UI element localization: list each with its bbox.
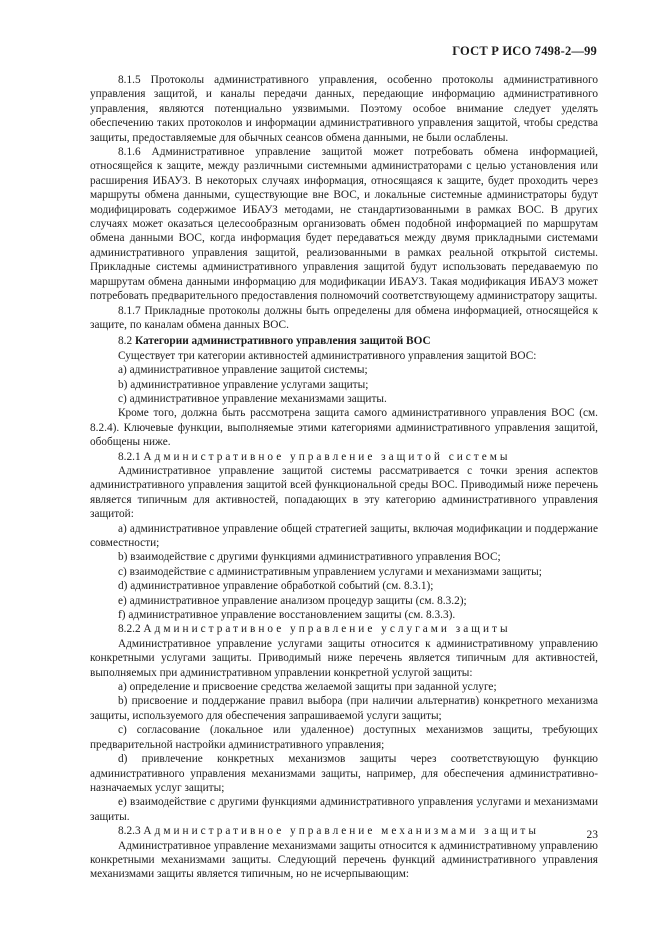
list-item: c) взаимодействие с административным управлением услугами и механизмами защиты; <box>118 565 542 578</box>
subsection-number: 8.2.2 <box>118 623 141 636</box>
section-heading <box>90 334 598 348</box>
paragraph: Административное управление защитой системы рассматривается с точки зрения аспектов административного управления защитой всей функциональной среды ВОС. Приводимый ниже перечень является типичным для активностей, попадающих в эту категорию административного управления защитой: <box>90 464 598 521</box>
subsection-title: Административное управление защитой системы <box>143 450 511 463</box>
list-item: d) административное управление обработкой событий (см. 8.3.1); <box>118 580 434 593</box>
list-item: c) согласование (локальное или удаленное) доступных механизмов защиты, требующих предварительной настройки административного управления; <box>90 724 598 751</box>
subsection-title: Административное управление механизмами защиты <box>143 825 539 838</box>
paragraph: Кроме того, должна быть рассмотрена защита самого административного управления ВОС (см. 8.2.4). Ключевые функции, выполняемые этими категориями административного управления защитой, обобщены ниже. <box>90 407 598 449</box>
list-item: e) административное управление анализом процедур защиты (см. 8.3.2); <box>118 594 467 607</box>
list-item: a) административное управление защитой системы; <box>118 364 368 377</box>
list-item: e) взаимодействие с другими функциями административного управления услугами и механизмами защиты. <box>90 796 598 823</box>
list-item: c) административное управление механизмами защиты. <box>118 392 387 405</box>
page-number: 23 <box>586 829 598 841</box>
paragraph: 8.1.6 Административное управление защитой может потребовать обмена информацией, относящейся к защите, между различными системными администраторами с целью установления или расширения ИБАУЗ. В некоторых случаях информация, относящаяся к защите, будет проходить через маршруты обмена данными, существующие вне ВОС, и локальные системные администраторы будут модифицировать содержимое ИБАУЗ методами, не стандартизованными в рамках ВОС. В других случаях может оказаться целесообразным организовать обмен подобной информацией по маршрутам обмена данными ВОС, когда информация будет передаваться между двумя прикладными системами административного управления защитой, реализованными в рамках реальной открытой системы. Прикладные системы административного управления защитой будут использовать передаваемую по маршрутам обмена данными информацию для модификации ИБАУЗ. Такая модификация ИБАУЗ может потребовать предварительного предоставления полномочий соответствующему администратору защиты. <box>90 146 598 303</box>
subsection-number: 8.2.3 <box>118 825 141 838</box>
subsection-heading <box>90 622 598 636</box>
subsection-title: Административное управление услугами защиты <box>143 623 511 636</box>
document-body <box>90 73 598 882</box>
section-title: Категории административного управления защитой ВОС <box>134 335 431 348</box>
paragraph: Существует три категории активностей административного управления защитой ВОС: <box>118 349 537 362</box>
paragraph: Административное управление механизмами защиты относится к административному управлению конкретными механизмами защиты. Следующий перечень функций административного управления механизмами защиты является типичным, но не исчерпывающим: <box>90 839 598 881</box>
list-item: f) административное управление восстановлением защиты (см. 8.3.3). <box>118 609 456 622</box>
subsection-heading <box>90 450 598 464</box>
list-item: a) административное управление общей стратегией защиты, включая модификации и поддержание совместности; <box>90 522 598 549</box>
paragraph: 8.1.7 Прикладные протоколы должны быть определены для обмена информацией, относящейся к защите, по каналам обмена данных ВОС. <box>90 304 598 331</box>
list-item: b) присвоение и поддержание правил выбора (при наличии альтернатив) конкретного механизма защиты, используемого для обеспечения запрашиваемой услуги защиты; <box>90 695 598 722</box>
list-item: a) определение и присвоение средства желаемой защиты при заданной услуге; <box>118 681 497 694</box>
paragraph: 8.1.5 Протоколы административного управления, особенно протоколы административного управления защитой, и каналы передачи данных, передающие информацию административного управления, являются потенциально уязвимыми. Поэтому особое внимание следует уделять обеспечению таких протоколов и информации административного управления защитой, чтобы средства защиты, предоставляемые для обычных сеансов обмена данными, не были ослаблены. <box>90 74 598 144</box>
list-item: d) привлечение конкретных механизмов защиты через соответствующую функцию административного управления механизмами защиты, например, для обеспечения административно-назначаемых услуг защиты; <box>90 753 598 794</box>
list-item: b) административное управление услугами защиты; <box>118 378 369 391</box>
document-header: ГОСТ Р ИСО 7498-2—99 <box>452 44 597 58</box>
subsection-heading <box>90 824 598 838</box>
list-item: b) взаимодействие с другими функциями административного управления ВОС; <box>118 551 501 564</box>
section-number: 8.2 <box>118 335 133 348</box>
paragraph: Административное управление услугами защиты относится к административному управлению конкретными услугами защиты. Приводимый ниже перечень является типичным для активностей, выполняемых при административном управлении конкретной услугой защиты: <box>90 637 598 679</box>
subsection-number: 8.2.1 <box>118 450 141 463</box>
